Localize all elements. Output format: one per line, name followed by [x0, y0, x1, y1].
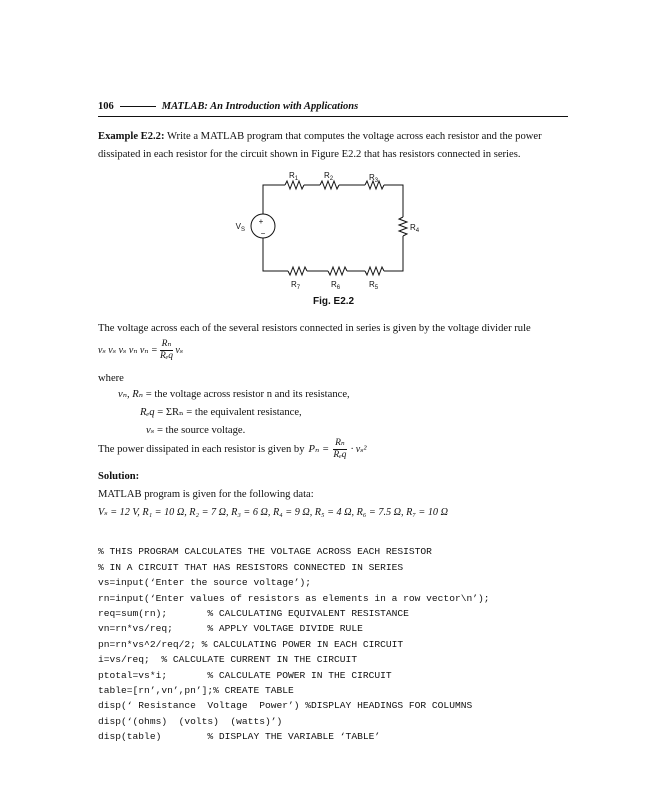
source-minus: −	[260, 229, 266, 238]
book-title: MATLAB: An Introduction with Applications	[161, 101, 359, 112]
power-line	[98, 438, 367, 461]
power-numerator: Rₙ	[335, 438, 345, 448]
label-r7: $R_7$	[291, 280, 301, 291]
resistor-r2	[320, 181, 339, 189]
power-fraction	[333, 438, 347, 461]
formula-denominator: Rₑq	[159, 351, 173, 361]
definition-2	[140, 404, 302, 422]
resistor-r1	[285, 181, 304, 189]
code-line: vs=input(‘Enter the source voltage’);	[98, 577, 312, 589]
def3-text: = the source voltage.	[156, 425, 246, 436]
label-r4: $R_4$	[410, 223, 420, 234]
code-line: % IN A CIRCUIT THAT HAS RESISTORS CONNECTED IN SERIES	[98, 561, 404, 573]
label-r5: $R_5$	[369, 280, 379, 291]
code-line: req=sum(rn); % CALCULATING EQUIVALENT RESISTANCE	[98, 608, 409, 620]
code-line: table=[rn’,vn’,pn’];% CREATE TABLE	[98, 685, 294, 697]
def3-symbol: vₛ	[146, 425, 155, 436]
circuit-diagram	[225, 165, 435, 295]
data-line: Vₛ = 12 V, R₁ = 10 Ω, R₂ = 7 Ω, R₃ = 6 Ω, R₄ = 9 Ω, R₅ = 4 Ω, R₆ = 7.5 Ω, R₇ = 10 Ω	[98, 507, 448, 518]
wire-top	[263, 185, 285, 188]
def2-text: = ΣRₙ = the equivalent resistance,	[157, 407, 302, 418]
page-header	[98, 101, 358, 112]
code-line: i=vs/req; % CALCULATE CURRENT IN THE CIRCUIT	[98, 654, 358, 666]
resistor-r6	[328, 267, 347, 275]
example-statement	[98, 128, 570, 164]
code-line: rn=input(‘Enter values of resistors as elements in a row vector\n’);	[98, 592, 490, 604]
source-plus: +	[258, 217, 264, 226]
voltage-formula	[98, 339, 183, 362]
resistor-r4	[399, 217, 407, 236]
code-line: disp(‘(ohms) (volts) (watts)’)	[98, 715, 283, 727]
label-r1: $R_1$	[289, 171, 299, 182]
resistor-r7	[288, 267, 307, 275]
formula-suffix: vₛ	[175, 344, 184, 356]
source-label: $V_S$	[235, 222, 245, 233]
def1-text: = the voltage across resistor n and its resistance,	[145, 389, 350, 400]
solution-text: MATLAB program is given for the following data:	[98, 489, 314, 500]
def2-symbol: Rₑq	[140, 407, 155, 418]
code-line: pn=rn*vs^2/req/2; % CALCULATING POWER IN EACH CIRCUIT	[98, 638, 404, 650]
formula-fraction	[160, 339, 174, 362]
resistor-r5	[365, 267, 384, 275]
code-listing	[98, 529, 490, 760]
voltage-text: The voltage across each of the several resistors connected in series is given by the voltage divider rule	[98, 323, 531, 334]
where-label: where	[98, 373, 124, 384]
figure-caption: Fig. E2.2	[313, 296, 355, 307]
solution-label: Solution:	[98, 471, 140, 482]
label-r2: $R_2$	[324, 171, 334, 182]
power-text: The power dissipated in each resistor is given by	[98, 443, 305, 455]
power-lhs: Pₙ =	[308, 443, 330, 455]
code-line: disp(table) % DISPLAY THE VARIABLE ‘TABLE’	[98, 731, 381, 743]
label-r3: $R_3$	[369, 173, 379, 184]
definition-1	[118, 386, 350, 404]
code-line: ptotal=vs*i; % CALCULATE POWER IN THE CIRCUIT	[98, 669, 392, 681]
formula-numerator: Rₙ	[161, 339, 172, 349]
code-line: % THIS PROGRAM CALCULATES THE VOLTAGE ACROSS EACH RESISTOR	[98, 546, 432, 558]
formula-prefix: vₛ vₛ vₛ vₙ vₙ =	[98, 344, 158, 356]
example-line-2: dissipated in each resistor for the circuit shown in Figure E2.2 that has resistors connected in series.	[98, 149, 521, 160]
power-suffix: · vₛ²	[350, 443, 367, 455]
example-label: Example E2.2:	[98, 131, 165, 142]
code-line: vn=rn*vs/req; % APPLY VOLTAGE DIVIDE RULE	[98, 623, 363, 635]
page-number: 106	[98, 101, 114, 112]
power-denominator: Rₑq	[333, 450, 347, 460]
def1-symbol: vₙ, Rₙ	[118, 389, 144, 400]
example-line-1: Write a MATLAB program that computes the voltage across each resistor and the power	[166, 131, 542, 142]
header-rule	[120, 106, 156, 107]
label-r6: $R_6$	[331, 280, 341, 291]
header-divider	[98, 116, 568, 117]
code-line: disp(‘ Resistance Voltage Power’) %DISPLAY HEADINGS FOR COLUMNS	[98, 700, 473, 712]
